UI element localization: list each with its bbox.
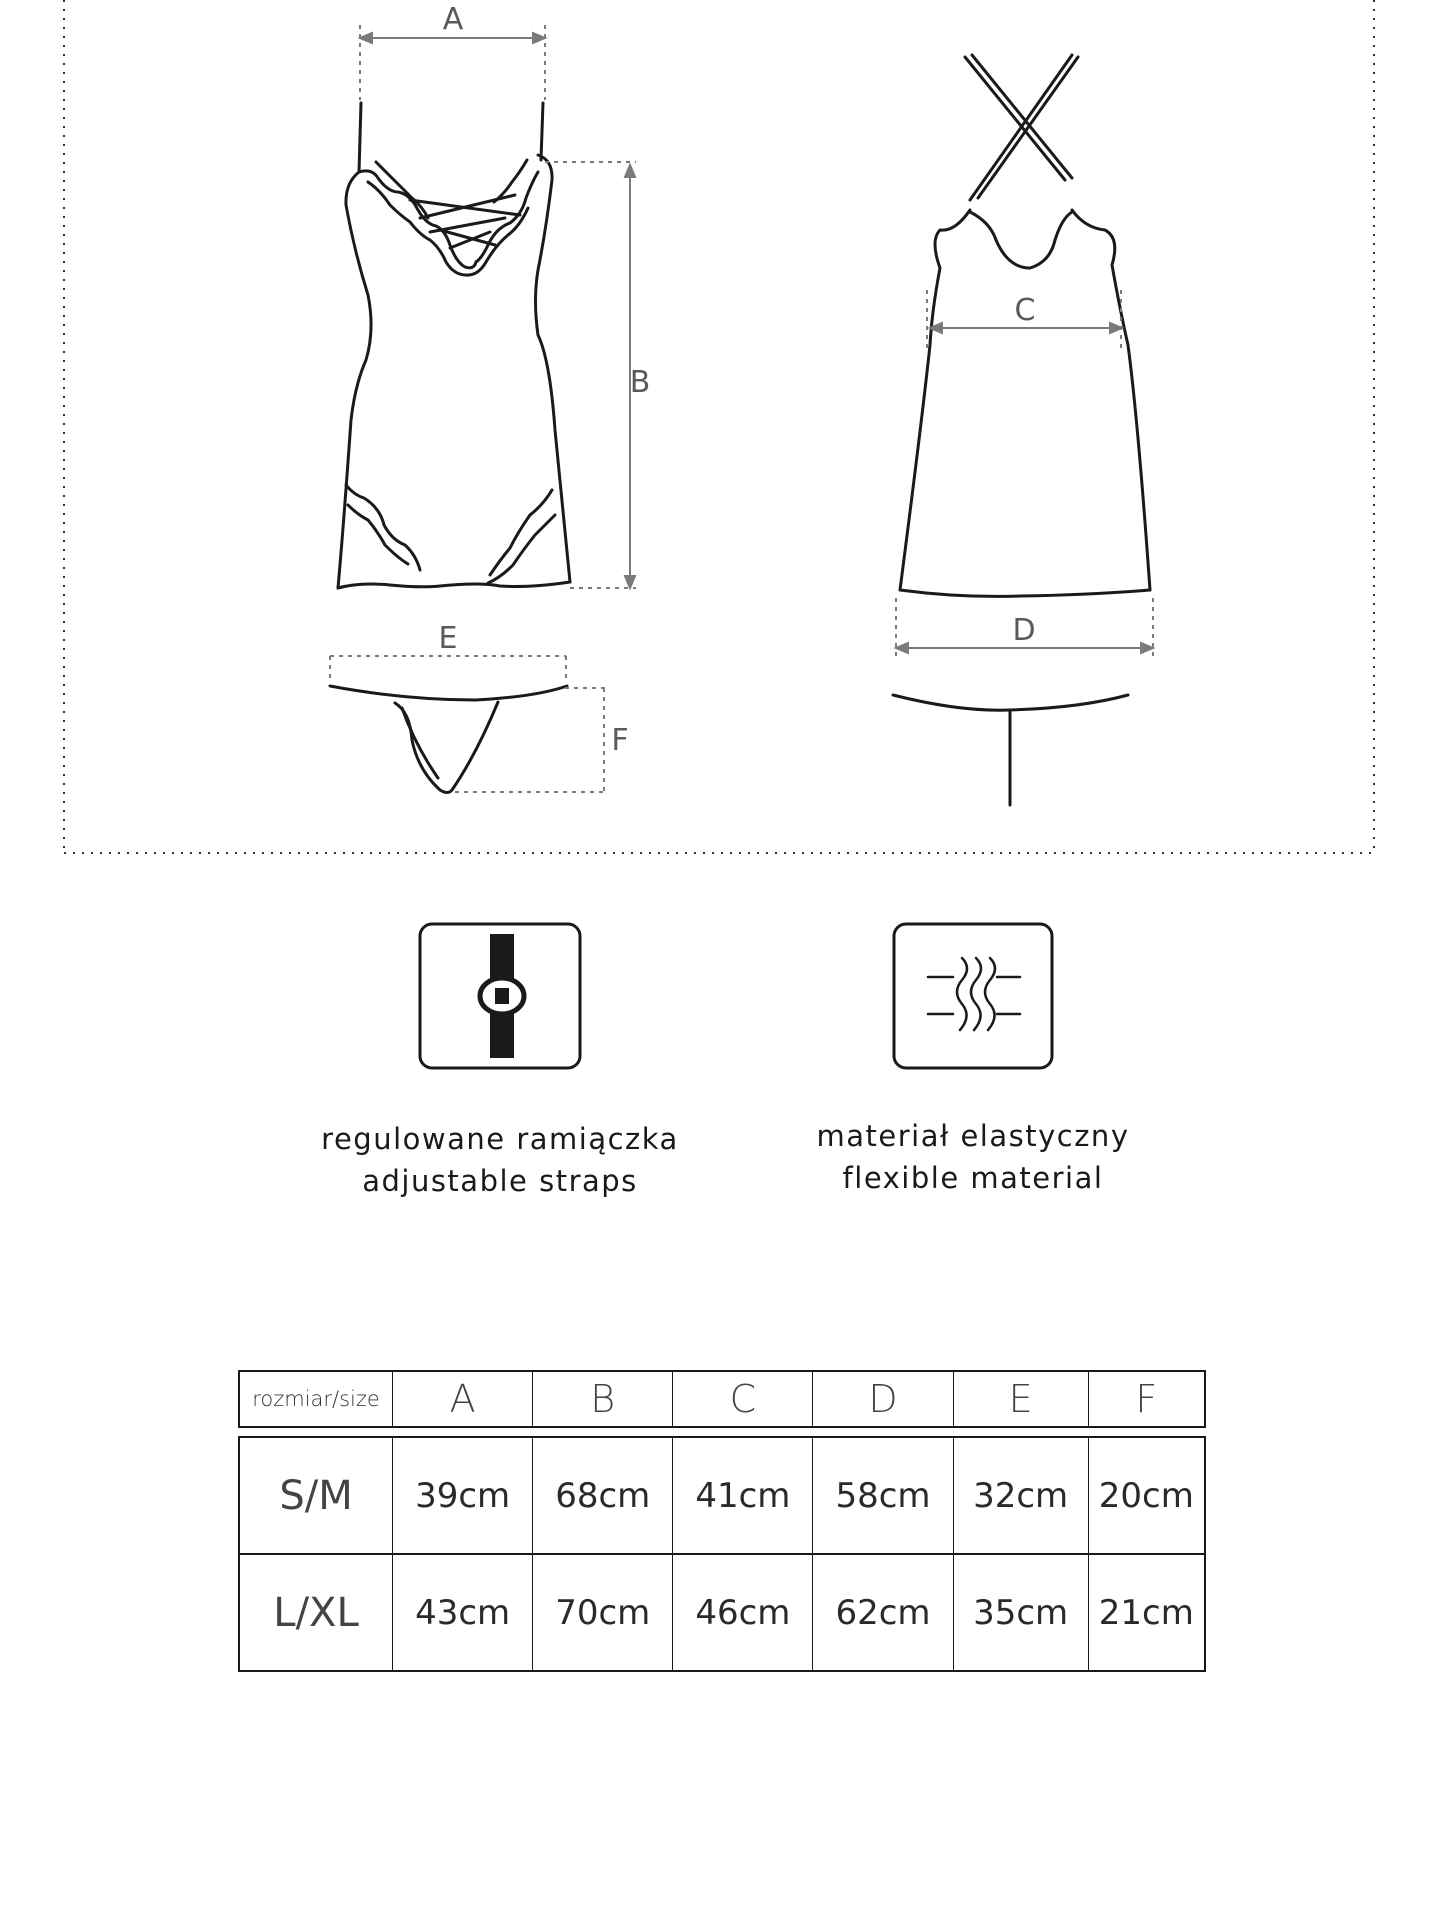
feature-line-en: flexible material (842, 1161, 1104, 1195)
dimension-label-f: F (611, 723, 629, 758)
dimension-label-d: D (1012, 613, 1036, 648)
feature-line-pl: regulowane ramiączka (321, 1122, 679, 1156)
header-cell-e: E (953, 1372, 1088, 1426)
header-cell-size: rozmiar/size (252, 1387, 380, 1411)
dimension-label-e: E (438, 621, 458, 656)
size-name-cell: S/M (279, 1472, 353, 1519)
table-cell: 62cm (812, 1555, 952, 1670)
table-cell: 58cm (812, 1438, 952, 1553)
header-cell-a: A (392, 1372, 532, 1426)
table-cell: 21cm (1088, 1555, 1204, 1670)
feature-line-pl: materiał elastyczny (816, 1119, 1130, 1153)
elastic-material-icon (894, 924, 1052, 1068)
table-cell: 41cm (672, 1438, 812, 1553)
header-cell-d: D (812, 1372, 952, 1426)
header-cell-c: C (672, 1372, 812, 1426)
dotted-frame (64, 0, 1374, 853)
dimension-label-b: B (629, 365, 651, 400)
adjustable-strap-icon (420, 924, 580, 1068)
header-cell-f: F (1088, 1372, 1204, 1426)
dimension-lines (330, 25, 1153, 792)
table-cell: 70cm (532, 1555, 672, 1670)
front-thong-drawing (330, 686, 567, 793)
table-cell: 39cm (392, 1438, 532, 1553)
size-name-cell: L/XL (273, 1589, 359, 1636)
table-cell: 68cm (532, 1438, 672, 1553)
dimension-label-c: C (1014, 293, 1036, 328)
table-cell: 35cm (953, 1555, 1088, 1670)
table-row (238, 1436, 1206, 1555)
table-cell: 32cm (953, 1438, 1088, 1553)
table-cell: 46cm (672, 1555, 812, 1670)
size-table (238, 1370, 1206, 1672)
size-table-header (238, 1370, 1206, 1428)
feature-line-en: adjustable straps (362, 1164, 638, 1198)
table-cell: 43cm (392, 1555, 532, 1670)
front-chemise-drawing (338, 103, 570, 588)
feature-flexible-material-label (793, 1115, 1153, 1199)
table-cell: 20cm (1088, 1438, 1204, 1553)
dimension-label-a: A (442, 2, 464, 37)
header-cell-b: B (532, 1372, 672, 1426)
table-row (238, 1555, 1206, 1672)
back-thong-drawing (893, 695, 1128, 805)
feature-adjustable-straps-label (310, 1118, 690, 1202)
